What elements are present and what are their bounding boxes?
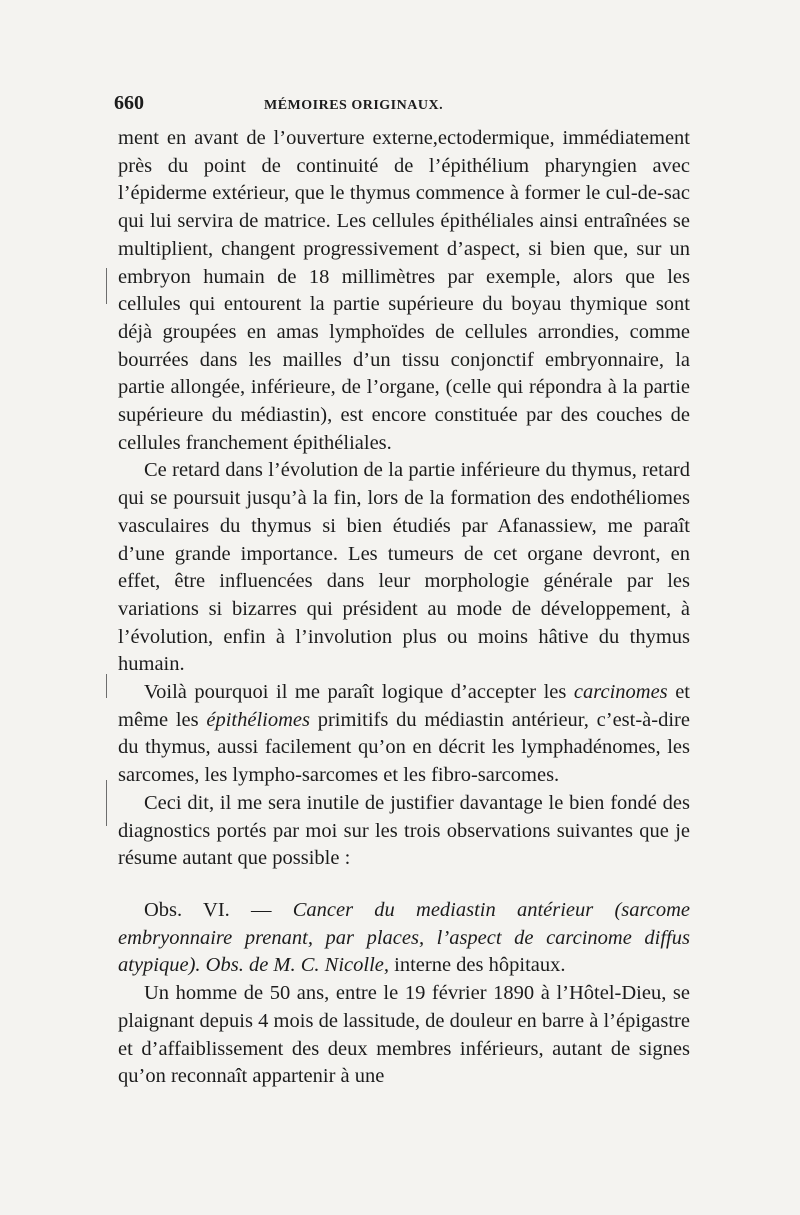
observation-heading <box>118 897 690 980</box>
observation-title: Cancer du mediastin antérieur (sarcome embryonnaire prenant, par places, l’aspect de carcinome diffus atypique). <box>118 898 690 977</box>
margin-rule <box>106 674 107 698</box>
observation-credit-rest: interne des hôpitaux. <box>389 954 566 977</box>
italic-term: carcinomes <box>573 681 668 704</box>
text-run: primitifs du médiastin antérieur, c’est-à-dire du thymus, aussi facilement qu’on en décrit les lymphadénomes, les sarcomes, les lympho-sarcomes et les fibro-sarcomes. <box>118 708 690 787</box>
paragraph: Ce retard dans l’évolution de la partie inférieure du thymus, retard qui se poursuit jusqu’à la fin, lors de la formation des endothéliomes vasculaires du thymus si bien étudiés par Afanassiew, me paraît d’une grande importance. Les tumeurs de cet organe devront, en effet, être influencées dans leur morphologie générale par les variations si bizarres qui président au mode de développement, à l’évolution, enfin à l’involution plus ou moins hâtive du thymus humain. <box>118 459 690 676</box>
paragraph: Ceci dit, il me sera inutile de justifier davantage le bien fondé des diagnostics portés par moi sur les trois observations suivantes que je résume autant que possible : <box>118 791 690 870</box>
page-header <box>114 92 690 115</box>
paragraph <box>118 679 690 790</box>
text-run: Voilà pourquoi il me paraît logique d’accepter les <box>144 681 574 704</box>
observation-credit: Obs. de M. C. Nicolle, <box>205 954 390 977</box>
observation-text: Un homme de 50 ans, entre le 19 février 1890 à l’Hôtel-Dieu, se plaignant depuis 4 mois de lassitude, de douleur en barre à l’épigastre et d’affaiblissement des deux membres inférieurs, autant de signes qu’on reconnaît appartenir à une <box>118 982 690 1088</box>
observation-label: Obs. VI. — <box>144 898 293 921</box>
page <box>114 92 691 1091</box>
margin-rule <box>106 268 107 304</box>
section-gap <box>118 873 690 897</box>
margin-rule <box>106 780 107 826</box>
italic-term: épithéliomes <box>206 708 310 731</box>
running-head: MÉMOIRES ORIGINAUX. <box>264 98 444 113</box>
paragraph: ment en avant de l’ouverture externe,ectodermique, immédiatement près du point de continuité de l’épithélium pharyngien avec l’épiderme extérieur, que le thymus commence à former le cul-de-sac qui lui servira de matrice. Les cellules épithéliales ainsi entraînées se multiplient, changent progressivement d’aspect, si bien que, sur un embryon humain de 18 millimètres par exemple, alors que les cellules qui entourent la partie supérieure du boyau thymique sont déjà groupées en amas lymphoïdes de cellules arrondies, comme bourrées dans les mailles d’un tissu conjonctif embryonnaire, la partie allongée, inférieure, de l’organe, (celle qui répondra à la partie supérieure du médiastin), est encore constituée par des couches de cellules franchement épithéliales. <box>118 127 690 454</box>
text-run: et même les <box>118 681 691 731</box>
page-number: 660 <box>114 92 144 114</box>
